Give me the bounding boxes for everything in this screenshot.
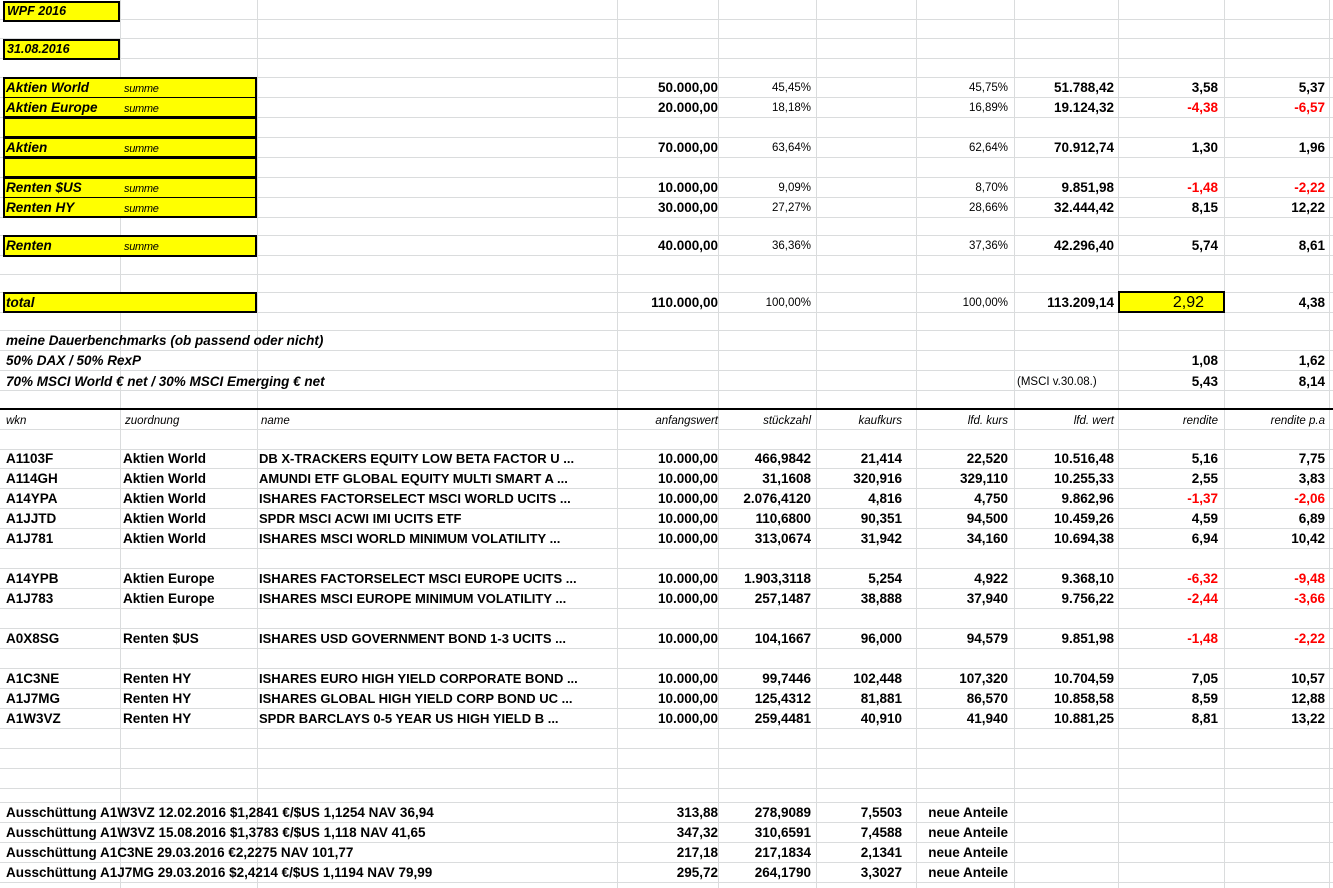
cell-lfd-wert: 10.255,33 — [1053, 471, 1114, 486]
distribution-text: Ausschüttung A1C3NE 29.03.2016 €2,2275 NAV 101,77 — [6, 845, 354, 860]
summary-label: Renten HY — [6, 200, 75, 215]
summary-box-empty-2[interactable] — [3, 157, 257, 178]
grid-row-line — [0, 748, 1333, 749]
cell-rendite: -1,37 — [1187, 491, 1218, 506]
grid-row-line — [0, 19, 1333, 20]
benchmark-rendite: 1,08 — [1191, 353, 1218, 368]
summary-lfd-wert: 113.209,14 — [1047, 295, 1114, 310]
distribution-note: neue Anteile — [928, 865, 1008, 880]
summary-percent-current: 100,00% — [962, 297, 1008, 309]
cell-wkn: A1103F — [6, 451, 54, 466]
cell-stueckzahl: 31,1608 — [762, 471, 811, 486]
cell-name: ISHARES MSCI EUROPE MINIMUM VOLATILITY ... — [259, 591, 567, 606]
cell-lfd-wert: 9.851,98 — [1061, 631, 1114, 646]
cell-lfd-kurs: 22,520 — [966, 451, 1008, 466]
summary-lfd-wert: 19.124,32 — [1053, 100, 1114, 115]
cell-anfangswert: 10.000,00 — [657, 491, 718, 506]
summary-sub-label: summe — [124, 241, 159, 253]
summary-lfd-wert: 51.788,42 — [1053, 80, 1114, 95]
cell-rendite: -6,32 — [1187, 571, 1218, 586]
header-lfd-wert[interactable]: lfd. wert — [1073, 415, 1114, 427]
cell-rendite-pa: 10,42 — [1291, 531, 1325, 546]
cell-anfangswert: 10.000,00 — [657, 571, 718, 586]
grid-column-line — [1224, 0, 1225, 888]
cell-name: ISHARES FACTORSELECT MSCI EUROPE UCITS ... — [259, 571, 577, 586]
cell-rendite: 7,05 — [1191, 671, 1218, 686]
summary-rendite-pa: 1,96 — [1298, 140, 1325, 155]
distribution-note: neue Anteile — [928, 845, 1008, 860]
cell-lfd-kurs: 107,320 — [959, 671, 1008, 686]
cell-lfd-kurs: 4,750 — [974, 491, 1008, 506]
distribution-betrag: 217,18 — [676, 845, 718, 860]
cell-name: ISHARES MSCI WORLD MINIMUM VOLATILITY ... — [259, 531, 561, 546]
cell-stueckzahl: 99,7446 — [762, 671, 811, 686]
cell-anfangswert: 10.000,00 — [657, 711, 718, 726]
summary-anfangswert: 110.000,00 — [651, 295, 718, 310]
distribution-betrag: 313,88 — [676, 805, 718, 820]
cell-name: ISHARES EURO HIGH YIELD CORPORATE BOND ... — [259, 671, 578, 686]
grid-column-line — [718, 0, 719, 888]
header-zuordnung[interactable]: zuordnung — [125, 415, 180, 427]
cell-stueckzahl: 110,6800 — [755, 511, 811, 526]
distribution-anteile-value: 217,1834 — [754, 845, 811, 860]
benchmark-heading: meine Dauerbenchmarks (ob passend oder nicht) — [6, 333, 324, 348]
summary-lfd-wert: 70.912,74 — [1053, 140, 1114, 155]
cell-name: SPDR BARCLAYS 0-5 YEAR US HIGH YIELD B ... — [259, 711, 559, 726]
summary-box-empty-1[interactable] — [3, 117, 257, 138]
summary-rendite: 2,92 — [1172, 294, 1204, 311]
header-rendite[interactable]: rendite — [1182, 415, 1218, 427]
summary-label: Aktien Europe — [6, 100, 98, 115]
cell-lfd-wert: 9.862,96 — [1061, 491, 1114, 506]
cell-zuordnung: Aktien World — [123, 531, 207, 546]
cell-rendite: -1,48 — [1187, 631, 1218, 646]
cell-stueckzahl: 1.903,3118 — [744, 571, 811, 586]
summary-rendite: 8,15 — [1191, 200, 1218, 215]
cell-kaufkurs: 38,888 — [860, 591, 902, 606]
cell-rendite-pa: -2,22 — [1294, 631, 1325, 646]
summary-rendite-pa: 5,37 — [1298, 80, 1325, 95]
cell-lfd-wert: 10.704,59 — [1053, 671, 1114, 686]
cell-zuordnung: Renten $US — [123, 631, 199, 646]
sheet-title: WPF 2016 — [7, 4, 67, 18]
summary-lfd-wert: 32.444,42 — [1053, 200, 1114, 215]
grid-column-line — [916, 0, 917, 888]
header-anfangswert[interactable]: anfangswert — [655, 415, 718, 427]
cell-stueckzahl: 313,0674 — [754, 531, 811, 546]
grid-column-line — [257, 0, 258, 888]
benchmark-rendite-pa: 1,62 — [1298, 353, 1325, 368]
cell-lfd-wert: 10.459,26 — [1053, 511, 1114, 526]
cell-stueckzahl: 259,4481 — [754, 711, 811, 726]
cell-zuordnung: Renten HY — [123, 711, 192, 726]
summary-label: total — [6, 295, 35, 310]
cell-stueckzahl: 104,1667 — [754, 631, 811, 646]
summary-rendite: -4,38 — [1187, 100, 1218, 115]
cell-zuordnung: Aktien World — [123, 471, 207, 486]
summary-anfangswert: 40.000,00 — [657, 238, 718, 253]
cell-rendite: 8,81 — [1191, 711, 1218, 726]
cell-zuordnung: Aktien Europe — [123, 591, 215, 606]
cell-rendite: 2,55 — [1191, 471, 1218, 486]
summary-sub-label: summe — [124, 203, 159, 215]
cell-rendite: 4,59 — [1191, 511, 1218, 526]
cell-lfd-wert: 10.694,38 — [1053, 531, 1114, 546]
grid-row-line — [0, 58, 1333, 59]
benchmark-label: 50% DAX / 50% RexP — [6, 353, 142, 368]
summary-label: Renten $US — [6, 180, 82, 195]
summary-percent-initial: 45,45% — [771, 82, 811, 94]
summary-rendite-pa: 4,38 — [1298, 295, 1325, 310]
benchmark-rendite: 5,43 — [1191, 374, 1218, 389]
grid-column-line — [816, 0, 817, 888]
distribution-new-shares: 2,1341 — [860, 845, 902, 860]
cell-wkn: A114GH — [6, 471, 58, 486]
cell-kaufkurs: 4,816 — [868, 491, 902, 506]
grid-row-line — [0, 788, 1333, 789]
distribution-betrag: 295,72 — [676, 865, 718, 880]
cell-lfd-kurs: 94,579 — [966, 631, 1008, 646]
summary-label: Aktien — [6, 140, 48, 155]
summary-percent-current: 16,89% — [968, 102, 1008, 114]
summary-sub-label: summe — [124, 83, 159, 95]
cell-rendite-pa: 7,75 — [1298, 451, 1325, 466]
distribution-note: neue Anteile — [928, 825, 1008, 840]
cell-stueckzahl: 466,9842 — [754, 451, 811, 466]
cell-rendite-pa: 6,89 — [1298, 511, 1325, 526]
cell-zuordnung: Aktien Europe — [123, 571, 215, 586]
cell-rendite-pa: 13,22 — [1291, 711, 1325, 726]
summary-percent-current: 45,75% — [968, 82, 1008, 94]
sheet-date: 31.08.2016 — [7, 42, 70, 56]
cell-lfd-kurs: 41,940 — [966, 711, 1008, 726]
cell-anfangswert: 10.000,00 — [657, 531, 718, 546]
cell-wkn: A1J781 — [6, 531, 54, 546]
cell-anfangswert: 10.000,00 — [657, 591, 718, 606]
cell-name: ISHARES GLOBAL HIGH YIELD CORP BOND UC ... — [259, 691, 573, 706]
summary-rendite-pa: 12,22 — [1291, 200, 1325, 215]
summary-percent-current: 8,70% — [975, 182, 1008, 194]
summary-percent-initial: 9,09% — [778, 182, 811, 194]
cell-wkn: A1C3NE — [6, 671, 60, 686]
summary-percent-current: 62,64% — [968, 142, 1008, 154]
distribution-new-shares: 3,3027 — [860, 865, 902, 880]
cell-rendite: -2,44 — [1187, 591, 1218, 606]
cell-wkn: A14YPA — [6, 491, 58, 506]
cell-lfd-kurs: 329,110 — [959, 471, 1008, 486]
cell-rendite-pa: -2,06 — [1294, 491, 1325, 506]
cell-lfd-kurs: 94,500 — [966, 511, 1008, 526]
cell-lfd-wert: 10.858,58 — [1053, 691, 1114, 706]
benchmark-note: (MSCI v.30.08.) — [1017, 376, 1097, 388]
header-name[interactable]: name — [261, 415, 290, 427]
summary-percent-current: 28,66% — [968, 202, 1008, 214]
summary-rendite: 5,74 — [1191, 238, 1218, 253]
cell-name: SPDR MSCI ACWI IMI UCITS ETF — [259, 511, 462, 526]
cell-kaufkurs: 102,448 — [853, 671, 902, 686]
cell-lfd-wert: 10.516,48 — [1053, 451, 1114, 466]
grid-column-line — [1118, 0, 1119, 888]
cell-stueckzahl: 257,1487 — [754, 591, 811, 606]
cell-zuordnung: Aktien World — [123, 491, 207, 506]
summary-percent-initial: 100,00% — [765, 297, 811, 309]
cell-wkn: A1W3VZ — [6, 711, 61, 726]
grid-row-line — [0, 38, 1333, 39]
cell-kaufkurs: 320,916 — [853, 471, 902, 486]
cell-lfd-kurs: 37,940 — [966, 591, 1008, 606]
cell-name: DB X-TRACKERS EQUITY LOW BETA FACTOR U ... — [259, 451, 575, 466]
cell-wkn: A14YPB — [6, 571, 59, 586]
cell-stueckzahl: 2.076,4120 — [743, 491, 811, 506]
distribution-anteile-value: 278,9089 — [754, 805, 811, 820]
cell-wkn: A1J783 — [6, 591, 54, 606]
cell-wkn: A1JJTD — [6, 511, 57, 526]
grid-column-line — [617, 0, 618, 888]
cell-stueckzahl: 125,4312 — [754, 691, 811, 706]
cell-zuordnung: Renten HY — [123, 671, 192, 686]
summary-anfangswert: 70.000,00 — [657, 140, 718, 155]
summary-percent-initial: 27,27% — [771, 202, 811, 214]
summary-rendite: 1,30 — [1191, 140, 1218, 155]
cell-rendite-pa: 12,88 — [1291, 691, 1325, 706]
cell-kaufkurs: 96,000 — [860, 631, 902, 646]
cell-zuordnung: Aktien World — [123, 451, 207, 466]
summary-sub-label: summe — [124, 103, 159, 115]
header-kaufkurs[interactable]: kaufkurs — [858, 415, 902, 427]
summary-label: Renten — [6, 238, 52, 253]
cell-lfd-wert: 9.756,22 — [1061, 591, 1114, 606]
header-rendite-pa[interactable]: rendite p.a — [1270, 415, 1325, 427]
distribution-anteile-value: 264,1790 — [754, 865, 811, 880]
cell-wkn: A1J7MG — [6, 691, 61, 706]
cell-name: ISHARES USD GOVERNMENT BOND 1-3 UCITS ... — [259, 631, 566, 646]
cell-lfd-kurs: 34,160 — [966, 531, 1008, 546]
cell-kaufkurs: 81,881 — [860, 691, 902, 706]
summary-anfangswert: 50.000,00 — [657, 80, 718, 95]
header-stueckzahl[interactable]: stückzahl — [763, 415, 811, 427]
summary-lfd-wert: 9.851,98 — [1061, 180, 1114, 195]
cell-anfangswert: 10.000,00 — [657, 631, 718, 646]
cell-kaufkurs: 21,414 — [860, 451, 902, 466]
cell-kaufkurs: 31,942 — [860, 531, 902, 546]
summary-rendite-pa: 8,61 — [1298, 238, 1325, 253]
header-wkn[interactable]: wkn — [6, 415, 27, 427]
cell-name: ISHARES FACTORSELECT MSCI WORLD UCITS ... — [259, 491, 571, 506]
distribution-new-shares: 7,5503 — [860, 805, 902, 820]
distribution-betrag: 347,32 — [676, 825, 718, 840]
cell-rendite: 5,16 — [1191, 451, 1218, 466]
summary-anfangswert: 20.000,00 — [657, 100, 718, 115]
benchmark-rendite-pa: 8,14 — [1298, 374, 1325, 389]
header-lfd-kurs[interactable]: lfd. kurs — [967, 415, 1008, 427]
cell-lfd-wert: 10.881,25 — [1053, 711, 1114, 726]
grid-row-line — [0, 768, 1333, 769]
summary-rendite-pa: -6,57 — [1294, 100, 1325, 115]
summary-rendite-pa: -2,22 — [1294, 180, 1325, 195]
cell-rendite: 8,59 — [1191, 691, 1218, 706]
distribution-text: Ausschüttung A1W3VZ 15.08.2016 $1,3783 €/$US 1,118 NAV 41,65 — [6, 825, 426, 840]
cell-name: AMUNDI ETF GLOBAL EQUITY MULTI SMART A ... — [259, 471, 568, 486]
distribution-text: Ausschüttung A1W3VZ 12.02.2016 $1,2841 €/$US 1,1254 NAV 36,94 — [6, 805, 434, 820]
summary-sub-label: summe — [124, 183, 159, 195]
cell-lfd-kurs: 4,922 — [974, 571, 1008, 586]
summary-percent-initial: 63,64% — [771, 142, 811, 154]
summary-anfangswert: 10.000,00 — [657, 180, 718, 195]
grid-column-line — [1329, 0, 1330, 888]
summary-label: Aktien World — [6, 80, 90, 95]
cell-zuordnung: Renten HY — [123, 691, 192, 706]
distribution-anteile-value: 310,6591 — [754, 825, 811, 840]
cell-anfangswert: 10.000,00 — [657, 691, 718, 706]
cell-kaufkurs: 5,254 — [868, 571, 902, 586]
summary-box-total[interactable] — [3, 292, 257, 313]
cell-anfangswert: 10.000,00 — [657, 671, 718, 686]
summary-rendite: 3,58 — [1191, 80, 1218, 95]
section-divider — [0, 408, 1333, 410]
benchmark-label: 70% MSCI World € net / 30% MSCI Emerging € net — [6, 374, 325, 389]
cell-anfangswert: 10.000,00 — [657, 471, 718, 486]
summary-rendite: -1,48 — [1187, 180, 1218, 195]
grid-column-line — [1014, 0, 1015, 888]
cell-rendite-pa: -3,66 — [1294, 591, 1325, 606]
distribution-new-shares: 7,4588 — [860, 825, 902, 840]
cell-kaufkurs: 40,910 — [860, 711, 902, 726]
summary-percent-initial: 18,18% — [771, 102, 811, 114]
cell-lfd-wert: 9.368,10 — [1061, 571, 1114, 586]
cell-rendite-pa: 3,83 — [1298, 471, 1325, 486]
summary-anfangswert: 30.000,00 — [657, 200, 718, 215]
cell-kaufkurs: 90,351 — [860, 511, 902, 526]
cell-rendite-pa: -9,48 — [1294, 571, 1325, 586]
cell-zuordnung: Aktien World — [123, 511, 207, 526]
summary-sub-label: summe — [124, 143, 159, 155]
cell-anfangswert: 10.000,00 — [657, 451, 718, 466]
summary-percent-initial: 36,36% — [771, 240, 811, 252]
distribution-note: neue Anteile — [928, 805, 1008, 820]
grid-row-line — [0, 274, 1333, 275]
cell-anfangswert: 10.000,00 — [657, 511, 718, 526]
distribution-text: Ausschüttung A1J7MG 29.03.2016 $2,4214 €/$US 1,1194 NAV 79,99 — [6, 865, 433, 880]
cell-rendite: 6,94 — [1191, 531, 1218, 546]
cell-rendite-pa: 10,57 — [1291, 671, 1325, 686]
summary-percent-current: 37,36% — [968, 240, 1008, 252]
cell-lfd-kurs: 86,570 — [966, 691, 1008, 706]
summary-lfd-wert: 42.296,40 — [1053, 238, 1114, 253]
cell-wkn: A0X8SG — [6, 631, 60, 646]
